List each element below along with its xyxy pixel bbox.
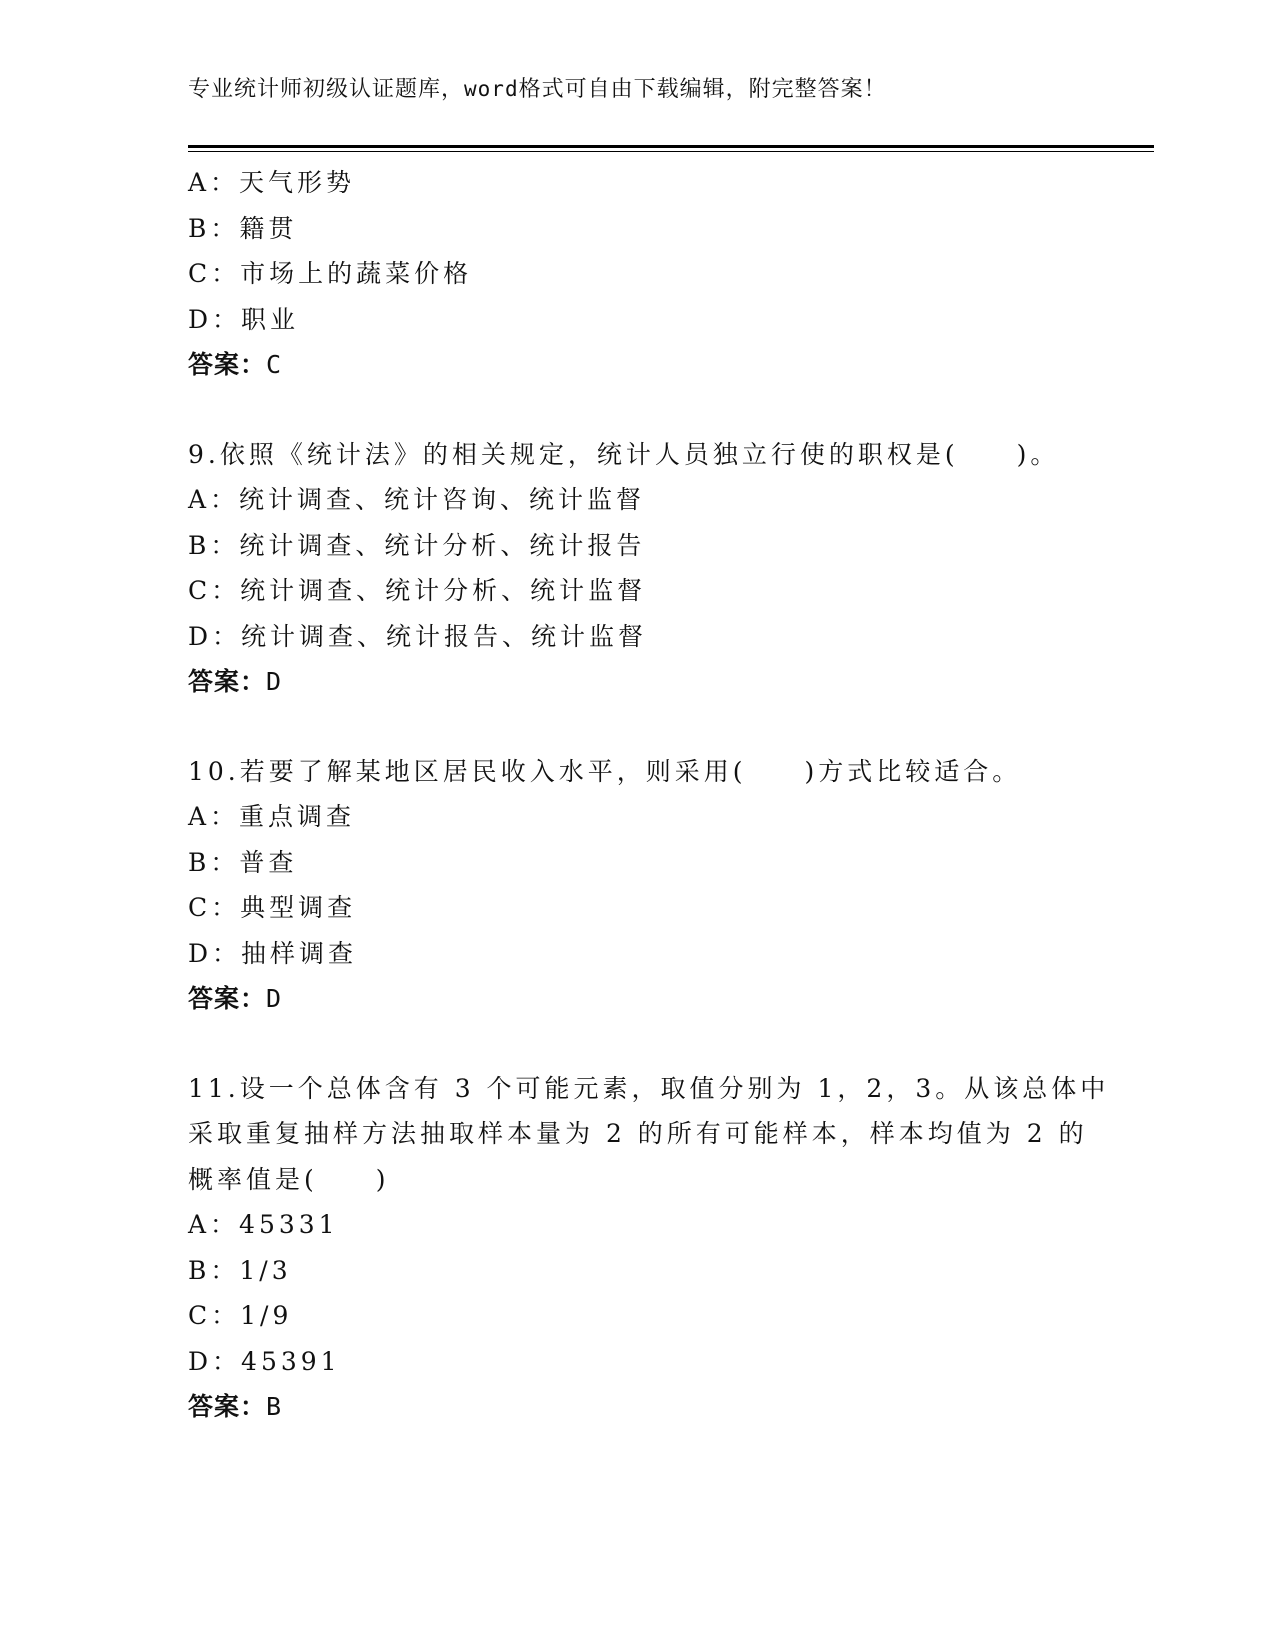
option-b: B：统计调查、统计分析、统计报告 [188, 530, 646, 560]
answer-label: 答案： [188, 1392, 267, 1421]
answer [188, 659, 1088, 705]
spacer [188, 1022, 1088, 1066]
answer-value: C [266, 350, 283, 379]
question-11 [188, 1066, 1110, 1430]
answer [188, 976, 1088, 1022]
question-text: 9.依照《统计法》的相关规定，统计人员独立行使的职权是( )。 [188, 439, 1060, 469]
header-text-word: word [464, 77, 519, 101]
question-text-line-1: 11.设一个总体含有 3 个可能元素，取值分别为 1，2，3。从该总体中 [188, 1073, 1110, 1103]
option-a: A：45331 [188, 1210, 339, 1239]
question-8 [188, 160, 1088, 388]
page-header [188, 72, 887, 103]
answer [188, 342, 1088, 388]
answer-label: 答案： [188, 667, 267, 696]
option-d: D：统计调查、统计报告、统计监督 [188, 621, 648, 651]
option-b: B：普查 [188, 847, 298, 877]
question-text-line-3: 概率值是( ) [188, 1164, 390, 1194]
answer-value: B [266, 1392, 283, 1421]
answer-label: 答案： [188, 350, 267, 379]
option-b: B：1/3 [188, 1255, 292, 1285]
header-text-start: 专业统计师初级认证题库， [188, 77, 465, 102]
header-rule-thick [188, 145, 1154, 148]
answer-value: D [266, 984, 283, 1013]
option-c: C：1/9 [188, 1301, 293, 1330]
option-d: D：职业 [188, 304, 300, 334]
option-d: D：45391 [188, 1346, 341, 1376]
question-text-line-2: 采取重复抽样方法抽取样本量为 2 的所有可能样本，样本均值为 2 的 [188, 1119, 1088, 1148]
spacer [188, 705, 1088, 749]
option-d: D：抽样调查 [188, 938, 358, 968]
question-list [188, 160, 1110, 1430]
answer [188, 1384, 1088, 1430]
option-b: B：籍贯 [188, 213, 298, 243]
question-text: 10.若要了解某地区居民收入水平，则采用( )方式比较适合。 [188, 756, 1022, 786]
answer-value: D [266, 667, 283, 696]
question-10 [188, 749, 1088, 1022]
option-a: A：天气形势 [188, 168, 356, 197]
option-c: C：市场上的蔬菜价格 [188, 259, 473, 288]
option-c: C：统计调查、统计分析、统计监督 [188, 576, 647, 605]
spacer [188, 388, 1088, 432]
header-text-end: 格式可自由下载编辑，附完整答案！ [518, 77, 887, 102]
answer-label: 答案： [188, 984, 267, 1013]
option-a: A：重点调查 [188, 802, 356, 831]
header-rule-thin [188, 151, 1154, 152]
question-9 [188, 432, 1088, 705]
option-a: A：统计调查、统计咨询、统计监督 [188, 485, 646, 514]
option-c: C：典型调查 [188, 893, 357, 922]
